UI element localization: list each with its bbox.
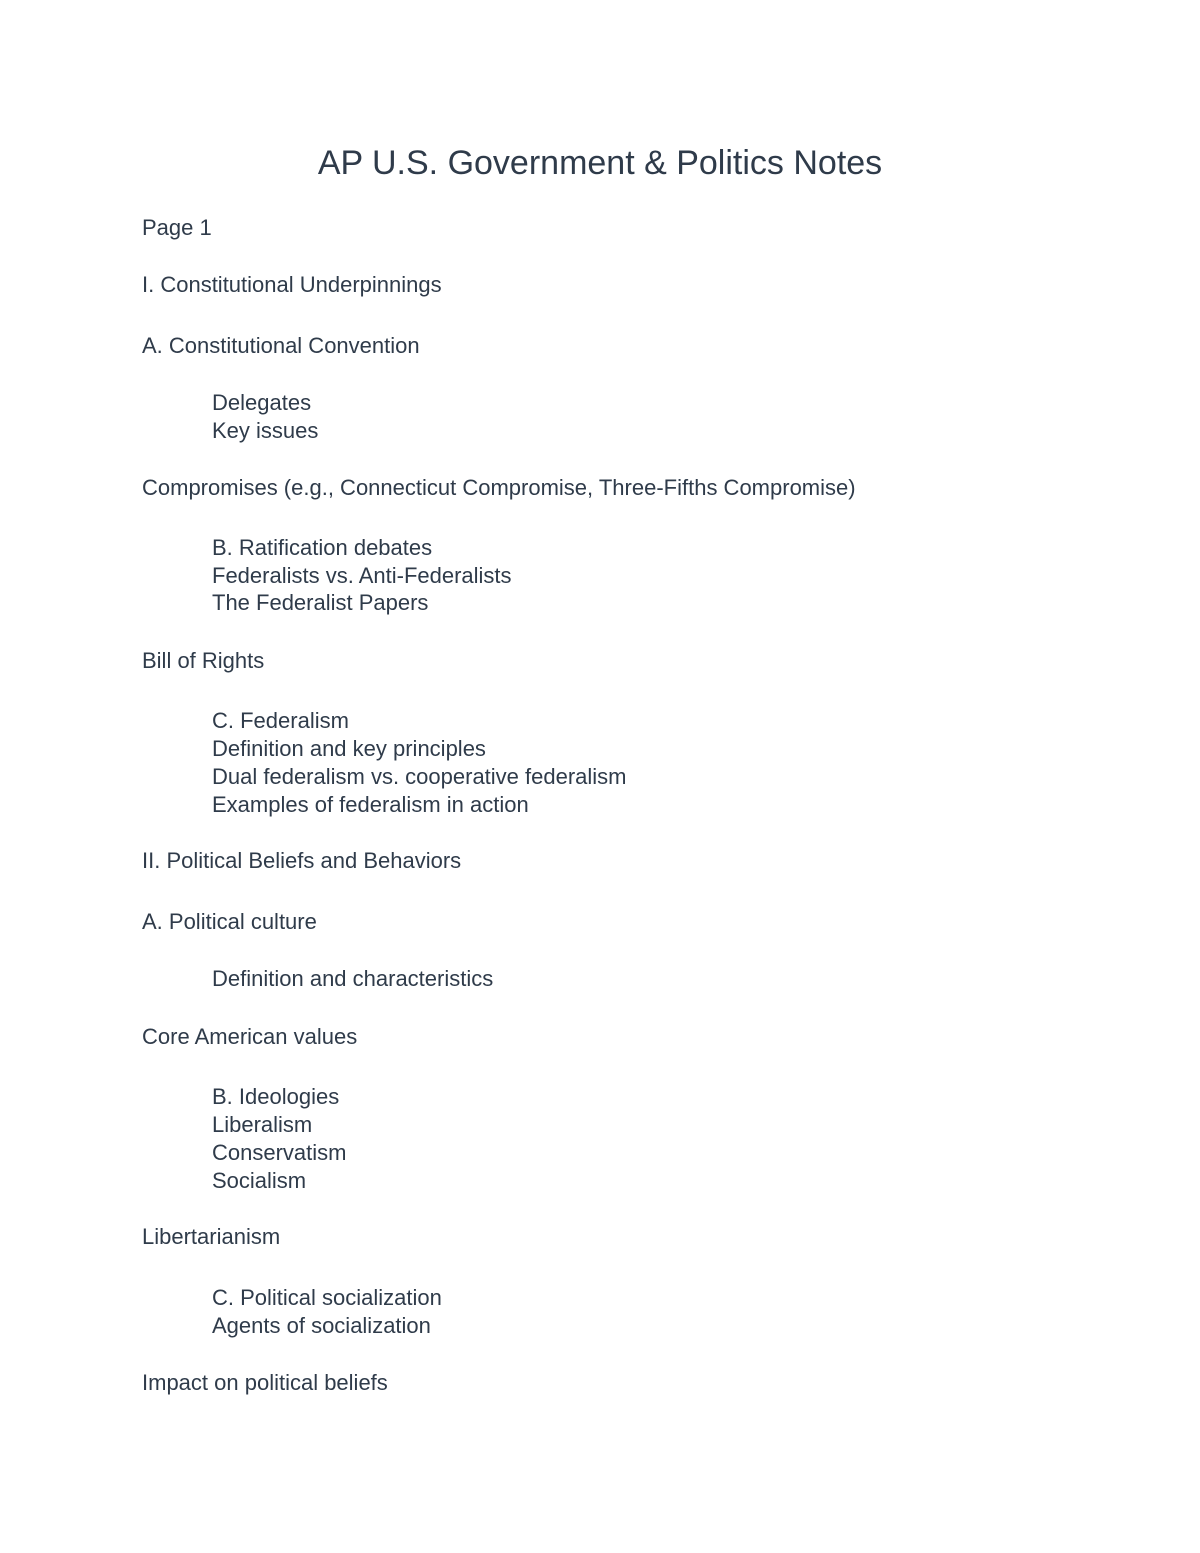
outline-item: Dual federalism vs. cooperative federalism — [212, 764, 627, 789]
outline-item: Definition and key principles — [212, 736, 486, 761]
outline-item: Compromises (e.g., Connecticut Compromise, Three-Fifths Compromise) — [142, 475, 856, 500]
outline-item: Federalists vs. Anti-Federalists — [212, 563, 512, 588]
outline-item: The Federalist Papers — [212, 590, 429, 615]
outline-item: Definition and characteristics — [212, 966, 494, 991]
outline-item: Bill of Rights — [142, 648, 265, 673]
document-title: AP U.S. Government & Politics Notes — [317, 144, 883, 182]
outline-item: Conservatism — [212, 1140, 347, 1165]
outline-item: Socialism — [212, 1168, 307, 1193]
section-heading: II. Political Beliefs and Behaviors — [142, 848, 462, 873]
outline-item: Delegates — [212, 390, 312, 415]
subsection-heading: C. Political socialization — [212, 1285, 442, 1310]
subsection-heading: B. Ratification debates — [212, 535, 433, 560]
outline-item: Liberalism — [212, 1112, 313, 1137]
page-label: Page 1 — [142, 215, 212, 240]
subsection-heading: C. Federalism — [212, 708, 349, 733]
subsection-heading: A. Political culture — [142, 909, 317, 934]
subsection-heading: A. Constitutional Convention — [142, 333, 420, 358]
outline-item: Agents of socialization — [212, 1313, 431, 1338]
outline-item: Core American values — [142, 1024, 358, 1049]
outline-item: Key issues — [212, 418, 319, 443]
outline-item: Libertarianism — [142, 1224, 281, 1249]
section-heading: I. Constitutional Underpinnings — [142, 272, 442, 297]
outline-item: Examples of federalism in action — [212, 792, 529, 817]
outline-item: Impact on political beliefs — [142, 1370, 388, 1395]
subsection-heading: B. Ideologies — [212, 1084, 340, 1109]
